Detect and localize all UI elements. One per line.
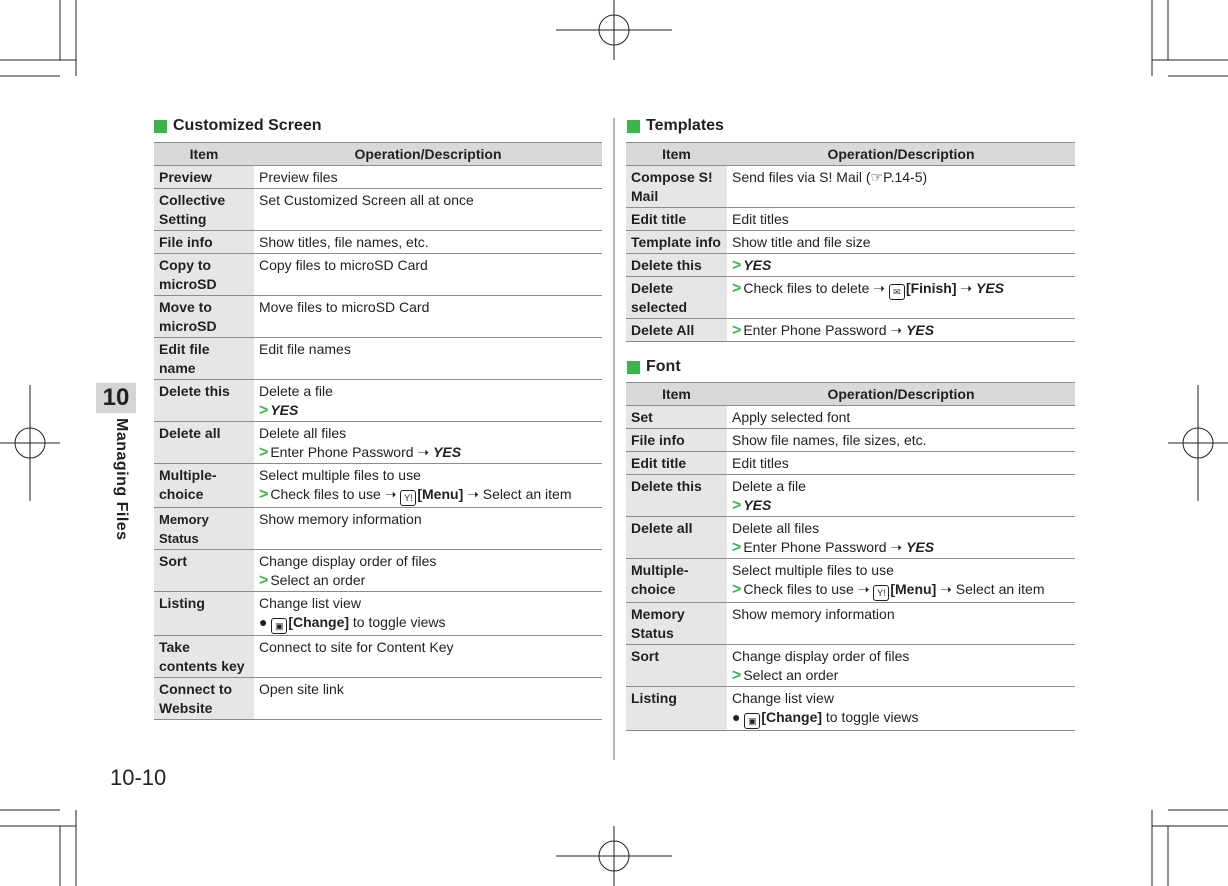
row-description: [254, 189, 602, 231]
description-main: Show memory information: [732, 606, 895, 622]
table-row: [626, 319, 1075, 342]
row-description: [727, 277, 1075, 319]
step-arrow-icon: >: [259, 444, 269, 461]
key-label: [Finish]: [905, 280, 957, 296]
description-main: Edit file names: [259, 341, 351, 357]
table-row: [154, 189, 602, 231]
table-row: [626, 559, 1075, 603]
then-arrow-icon: ➝: [936, 581, 956, 597]
step-end-text: Select an item: [482, 486, 572, 502]
description-text: [732, 168, 1071, 187]
then-arrow-icon: ➝: [886, 539, 907, 555]
key-label: [Change]: [288, 614, 350, 630]
step-line: [732, 538, 1071, 557]
row-description: [727, 429, 1075, 452]
header-item: Item: [626, 143, 727, 166]
bullet-line: [259, 613, 598, 634]
row-item-label: Connect to Website: [154, 678, 254, 720]
table-row: [626, 254, 1075, 277]
reference-icon: ☞: [870, 169, 884, 185]
description-text: [259, 191, 598, 210]
row-item-label: Set: [626, 406, 727, 429]
header-operation: Operation/Description: [254, 143, 602, 166]
row-item-label: Delete All: [626, 319, 727, 342]
step-text: Check files to use: [743, 581, 854, 597]
table-header-row: [154, 143, 602, 166]
table-row: [626, 645, 1075, 687]
table-row: [626, 452, 1075, 475]
description-text: [732, 561, 1071, 580]
description-main: Preview files: [259, 169, 338, 185]
description-text: [732, 477, 1071, 496]
row-item-label: Collective Setting: [154, 189, 254, 231]
table-row: [626, 277, 1075, 319]
row-item-label: Template info: [626, 231, 727, 254]
description-text: [732, 647, 1071, 666]
key-suffix: to toggle views: [825, 709, 919, 725]
then-arrow-icon: ➝: [886, 322, 907, 338]
row-item-label: Delete all: [626, 517, 727, 559]
description-main: Change list view: [732, 690, 834, 706]
key-label: [Menu]: [890, 581, 937, 597]
description-text: [259, 233, 598, 252]
step-end-text: Select an item: [955, 581, 1045, 597]
description-text: [259, 510, 598, 529]
table-row: [154, 231, 602, 254]
description-main: Connect to site for Content Key: [259, 639, 454, 655]
mail-key-icon: ✉: [889, 284, 905, 300]
table-row: [626, 406, 1075, 429]
description-main: Send files via S! Mail (: [732, 169, 871, 185]
table-row: [154, 422, 602, 464]
row-item-label: File info: [626, 429, 727, 452]
description-text: [732, 233, 1071, 252]
key-label: [Change]: [761, 709, 823, 725]
row-item-label: Edit file name: [154, 338, 254, 380]
section-title-templates: [627, 116, 724, 136]
description-text: [259, 680, 598, 699]
description-text: [259, 256, 598, 275]
step-arrow-icon: >: [732, 322, 742, 339]
description-text: [732, 454, 1071, 473]
table-row: [154, 550, 602, 592]
row-description: [727, 452, 1075, 475]
description-main: Change display order of files: [732, 648, 910, 664]
then-arrow-icon: ➝: [869, 280, 889, 296]
row-description: [727, 517, 1075, 559]
key-suffix: to toggle views: [352, 614, 446, 630]
description-main: Select multiple files to use: [732, 562, 894, 578]
description-text: [259, 298, 598, 317]
table-row: [154, 678, 602, 720]
yahoo-key-icon: Y!: [873, 585, 889, 601]
description-main: Show titles, file names, etc.: [259, 234, 429, 250]
table-row: [626, 475, 1075, 517]
description-main: Copy files to microSD Card: [259, 257, 428, 273]
row-description: [254, 678, 602, 720]
row-item-label: Compose S! Mail: [626, 166, 727, 208]
step-arrow-icon: >: [732, 581, 742, 598]
row-item-label: Delete selected: [626, 277, 727, 319]
description-text: [259, 382, 598, 401]
table-row: [154, 166, 602, 189]
row-item-label: Edit title: [626, 452, 727, 475]
row-description: [727, 406, 1075, 429]
row-item-label: Delete all: [154, 422, 254, 464]
step-arrow-icon: >: [259, 486, 269, 503]
description-text: [732, 689, 1071, 708]
step-line: [732, 666, 1071, 685]
header-item: Item: [626, 383, 727, 406]
step-text: Enter Phone Password: [270, 444, 414, 460]
description-text: [259, 638, 598, 657]
yes-confirm: YES: [270, 402, 299, 418]
table-row: [154, 464, 602, 508]
chapter-number-tab: 10: [96, 383, 136, 413]
section-bullet-icon: [154, 120, 167, 133]
row-description: [727, 645, 1075, 687]
row-description: [727, 319, 1075, 342]
row-item-label: Edit title: [626, 208, 727, 231]
step-line: [259, 443, 598, 462]
section-bullet-icon: [627, 120, 640, 133]
description-main: Show memory information: [259, 511, 422, 527]
description-main: Delete all files: [732, 520, 820, 536]
header-operation: Operation/Description: [727, 383, 1075, 406]
description-text: [259, 594, 598, 613]
row-item-label: Copy to microSD: [154, 254, 254, 296]
bullet-icon: ●: [259, 614, 272, 630]
description-text: [732, 431, 1071, 450]
step-line: [732, 496, 1071, 515]
table-row: [626, 208, 1075, 231]
bullet-icon: ●: [732, 709, 745, 725]
yes-confirm: YES: [976, 280, 1005, 296]
step-arrow-icon: >: [259, 572, 269, 589]
table-row: [154, 380, 602, 422]
row-description: [254, 464, 602, 508]
step-line: [259, 485, 598, 506]
step-line: [259, 571, 598, 590]
then-arrow-icon: ➝: [853, 581, 874, 597]
then-arrow-icon: ➝: [956, 280, 976, 296]
step-text: Enter Phone Password: [743, 322, 887, 338]
row-item-label: Move to microSD: [154, 296, 254, 338]
step-text: Check files to delete: [743, 280, 870, 296]
table-header-row: [626, 143, 1075, 166]
table-row: [154, 338, 602, 380]
then-arrow-icon: ➝: [413, 444, 434, 460]
reference-page: P.14-5): [883, 169, 928, 185]
row-item-label: Multiple-choice: [626, 559, 727, 603]
step-line: [732, 279, 1071, 300]
page-number: 10-10: [110, 765, 167, 790]
description-main: Apply selected font: [732, 409, 851, 425]
row-description: [727, 559, 1075, 603]
description-main: Delete a file: [732, 478, 806, 494]
step-text: Select an order: [270, 572, 366, 588]
row-item-label: Listing: [154, 592, 254, 636]
description-text: [259, 340, 598, 359]
description-main: Show title and file size: [732, 234, 871, 250]
table-row: [626, 166, 1075, 208]
yes-confirm: YES: [906, 322, 935, 338]
description-main: Open site link: [259, 681, 344, 697]
section-title-customized-screen: [154, 116, 321, 136]
yes-confirm: YES: [906, 539, 935, 555]
row-item-label: Sort: [626, 645, 727, 687]
row-item-label: Sort: [154, 550, 254, 592]
table-row: [154, 636, 602, 678]
description-main: Change list view: [259, 595, 361, 611]
section-title-font: [627, 357, 681, 377]
key-label: [Menu]: [417, 486, 464, 502]
description-text: [732, 210, 1071, 229]
description-main: Show file names, file sizes, etc.: [732, 432, 927, 448]
row-description: [254, 422, 602, 464]
row-description: [254, 380, 602, 422]
row-description: [254, 166, 602, 189]
header-item: Item: [154, 143, 254, 166]
step-text: Select an order: [743, 667, 839, 683]
row-description: [254, 338, 602, 380]
table-row: [154, 508, 602, 550]
row-description: [254, 550, 602, 592]
description-main: Edit titles: [732, 455, 789, 471]
row-item-label: Preview: [154, 166, 254, 189]
table-row: [626, 687, 1075, 731]
row-description: [254, 254, 602, 296]
step-text: Enter Phone Password: [743, 539, 887, 555]
table-row: [626, 603, 1075, 645]
row-item-label: Delete this: [626, 254, 727, 277]
row-description: [727, 208, 1075, 231]
description-main: Delete all files: [259, 425, 347, 441]
row-item-label: File info: [154, 231, 254, 254]
description-text: [259, 424, 598, 443]
description-main: Edit titles: [732, 211, 789, 227]
table-row: [154, 296, 602, 338]
row-item-label: Take contents key: [154, 636, 254, 678]
description-main: Delete a file: [259, 383, 333, 399]
step-arrow-icon: >: [732, 280, 742, 297]
row-description: [727, 231, 1075, 254]
step-arrow-icon: >: [732, 497, 742, 514]
chapter-title: Managing Files: [113, 418, 130, 541]
templates-table: [626, 142, 1075, 342]
step-line: [259, 401, 598, 420]
table-row: [154, 592, 602, 636]
row-item-label: Listing: [626, 687, 727, 731]
row-description: [254, 231, 602, 254]
description-text: [732, 408, 1071, 427]
step-arrow-icon: >: [259, 402, 269, 419]
step-arrow-icon: >: [732, 667, 742, 684]
table-row: [154, 254, 602, 296]
column-divider: [613, 118, 615, 760]
description-main: Select multiple files to use: [259, 467, 421, 483]
description-text: [259, 466, 598, 485]
yes-confirm: YES: [433, 444, 462, 460]
then-arrow-icon: ➝: [463, 486, 483, 502]
row-description: [254, 636, 602, 678]
description-text: [732, 605, 1071, 624]
section-bullet-icon: [627, 361, 640, 374]
row-item-label: Delete this: [626, 475, 727, 517]
row-description: [727, 603, 1075, 645]
bullet-line: [732, 708, 1071, 729]
row-description: [727, 475, 1075, 517]
section-title-text: Font: [646, 358, 681, 375]
step-text: Check files to use: [270, 486, 381, 502]
table-row: [626, 429, 1075, 452]
step-line: [732, 256, 1071, 275]
font-table: [626, 382, 1075, 731]
description-text: [732, 519, 1071, 538]
row-description: [727, 254, 1075, 277]
customized-screen-table: [154, 142, 602, 720]
row-description: [727, 166, 1075, 208]
row-description: [254, 592, 602, 636]
yes-confirm: YES: [743, 497, 772, 513]
row-description: [254, 508, 602, 550]
camera-key-icon: ▣: [744, 713, 760, 729]
row-item-label: Delete this: [154, 380, 254, 422]
table-row: [626, 517, 1075, 559]
table-row: [626, 231, 1075, 254]
step-arrow-icon: >: [732, 257, 742, 274]
then-arrow-icon: ➝: [380, 486, 401, 502]
camera-key-icon: ▣: [271, 618, 287, 634]
description-main: Move files to microSD Card: [259, 299, 430, 315]
step-line: [732, 321, 1071, 340]
step-arrow-icon: >: [732, 539, 742, 556]
step-line: [732, 580, 1071, 601]
row-item-label: Memory Status: [154, 508, 254, 550]
row-item-label: Multiple-choice: [154, 464, 254, 508]
header-operation: Operation/Description: [727, 143, 1075, 166]
section-title-text: Customized Screen: [173, 117, 322, 134]
description-main: Change display order of files: [259, 553, 437, 569]
table-header-row: [626, 383, 1075, 406]
section-title-text: Templates: [646, 117, 724, 134]
row-item-label: Memory Status: [626, 603, 727, 645]
description-text: [259, 168, 598, 187]
description-main: Set Customized Screen all at once: [259, 192, 474, 208]
yahoo-key-icon: Y!: [400, 490, 416, 506]
description-text: [259, 552, 598, 571]
yes-confirm: YES: [743, 257, 772, 273]
row-description: [254, 296, 602, 338]
row-description: [727, 687, 1075, 731]
